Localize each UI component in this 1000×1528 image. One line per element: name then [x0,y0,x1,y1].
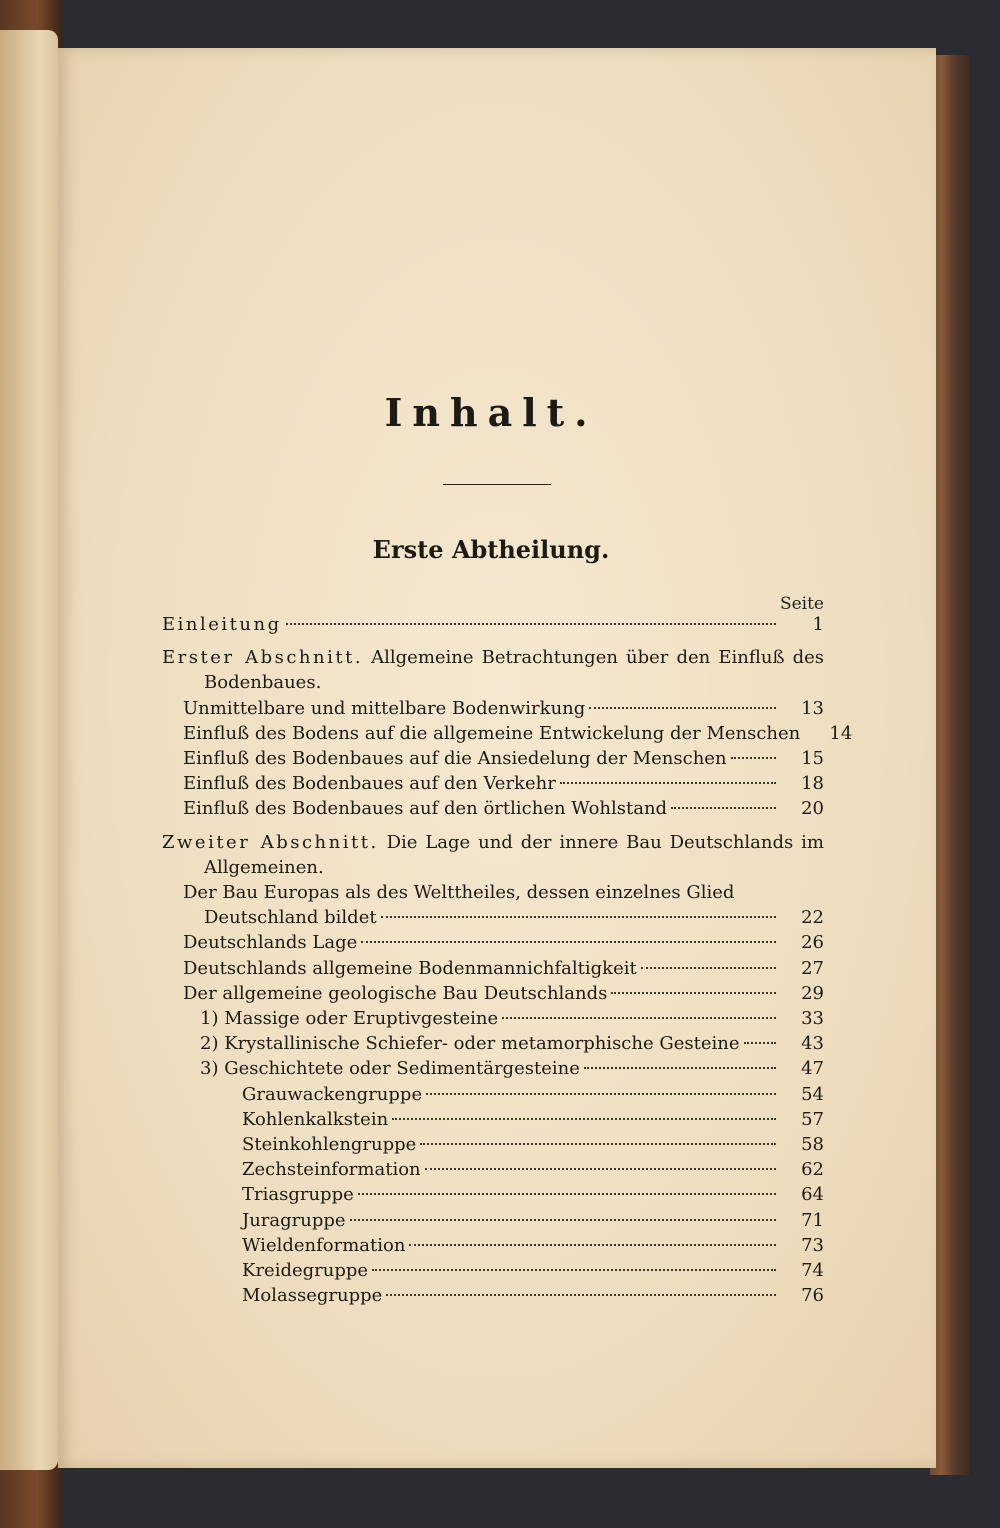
toc-page-number: 57 [801,1108,824,1130]
toc-page-number: 73 [801,1234,824,1256]
toc-entry [162,1157,824,1182]
toc-page-number: 18 [801,773,824,795]
leader-dots [641,967,776,969]
toc-page-number: 71 [801,1209,824,1231]
toc-entry-label: Einfluß des Bodenbaues auf den Verkehr [183,773,556,795]
toc-entry [162,1182,824,1207]
toc-entry-label: 1) Massige oder Eruptivgesteine [200,1008,499,1030]
toc-entry-label: Grauwackengruppe [242,1083,423,1105]
leader-dots [386,1294,776,1296]
toc-entry [162,1258,824,1283]
toc-entry-einleitung [162,612,824,637]
toc-entry [162,981,824,1006]
toc-entry-label: Wieldenformation [242,1234,406,1256]
leader-dots [584,1067,776,1069]
leader-dots [392,1118,776,1120]
toc-entry-label: Triasgruppe [242,1184,354,1206]
toc-entry [162,1107,824,1132]
toc-entry-label: Einleitung [162,614,282,635]
toc-entry [162,1132,824,1157]
toc-entry-label: Der Bau Europas als des Welttheiles, dessen einzelnes Glied [183,882,735,904]
toc-entry [162,1006,824,1031]
toc-entry-multiline [162,880,824,930]
chapter-label: Zweiter Abschnitt. [162,831,379,853]
toc-page-number: 14 [829,722,853,744]
leader-dots [560,782,776,784]
left-page-edge [0,30,58,1470]
chapter-description: Allgemeine Betrachtungen über den Einfluß des Bodenbaues. [204,647,824,694]
leader-dots [409,1244,776,1246]
toc-entry-label: Juragruppe [242,1209,346,1231]
chapter-description: Die Lage und der innere Bau Deutschlands im Allgemeinen. [204,831,824,878]
leader-dots [286,623,776,625]
toc-entry [162,930,824,955]
leader-dots [350,1219,776,1221]
toc-page-number: 20 [801,798,824,820]
toc-chapter-heading [162,645,824,695]
toc-page-number: 64 [801,1184,824,1206]
toc-entry-label: Deutschland bildet [204,907,377,929]
leader-dots [425,1168,776,1170]
toc-entry-label: 2) Krystallinische Schiefer- oder metamorphische Gesteine [200,1033,740,1055]
toc-page-number: 26 [801,932,824,954]
leader-dots [358,1193,776,1195]
toc-entry-label: Deutschlands allgemeine Bodenmannichfaltigkeit [183,957,637,979]
leader-dots [502,1017,776,1019]
toc-entry [162,1031,824,1056]
toc-page-number: 43 [801,1033,824,1055]
page-title: Inhalt. [384,390,598,435]
toc-entry-label: Kreidegruppe [242,1260,369,1282]
toc-entry-label: Zechsteinformation [242,1159,421,1181]
leader-dots [744,1042,776,1044]
toc-entry-label: Einfluß des Bodens auf die allgemeine Entwickelung der Menschen [183,722,801,744]
toc-entry [162,1208,824,1233]
toc-page-number: 15 [801,748,824,770]
chapter-label: Erster Abschnitt. [162,647,364,669]
toc-page-number: 74 [801,1260,824,1282]
toc-page-number: 1 [812,614,824,635]
toc-entry-label: 3) Geschichtete oder Sedimentärgesteine [200,1058,580,1080]
title-divider [443,484,551,485]
toc-entry [162,1082,824,1107]
leader-dots [426,1093,776,1095]
toc-entry [162,1233,824,1258]
toc-page-number: 76 [801,1285,824,1307]
toc-entry-label: Einfluß des Bodenbaues auf die Ansiedelung der Menschen [183,748,727,770]
toc-entry-label: Unmittelbare und mittelbare Bodenwirkung [183,697,586,719]
leader-dots [611,992,776,994]
toc-entry [162,1056,824,1081]
toc-entry-label: Steinkohlengruppe [242,1134,417,1156]
page-column-label: Seite [779,594,824,614]
toc-entry-label: Kohlenkalkstein [242,1108,389,1130]
leader-dots [361,941,776,943]
toc-entry-label: Der allgemeine geologische Bau Deutschlands [183,982,608,1004]
toc-page-number: 27 [801,957,824,979]
toc-page-number: 13 [801,697,824,719]
leader-dots [420,1143,776,1145]
toc-page-number: 29 [801,982,824,1004]
toc-entry [162,721,853,746]
table-of-contents [162,612,853,1308]
leader-dots [381,916,776,918]
toc-entry-label: Deutschlands Lage [183,932,358,954]
toc-entry [162,796,824,821]
toc-page-number: 54 [801,1083,824,1105]
toc-entry [162,956,824,981]
toc-page-number: 47 [801,1058,824,1080]
leader-dots [731,757,776,759]
leader-dots [589,707,776,709]
toc-entry-continuation [183,905,824,930]
toc-page-number: 22 [801,907,824,929]
toc-entry [162,771,824,796]
page-block-edge [930,55,970,1475]
toc-entry [162,696,824,721]
toc-entry [162,746,824,771]
toc-entry [162,1283,824,1308]
toc-page-number: 33 [801,1008,824,1030]
leader-dots [671,807,776,809]
toc-entry-label: Einfluß des Bodenbaues auf den örtlichen Wohlstand [183,798,668,820]
leader-dots [372,1269,776,1271]
section-heading: Erste Abtheilung. [372,535,610,564]
toc-chapter-heading [162,830,824,880]
toc-entry-label: Molassegruppe [242,1285,383,1307]
toc-page-number: 62 [801,1159,824,1181]
toc-page-number: 58 [801,1134,824,1156]
